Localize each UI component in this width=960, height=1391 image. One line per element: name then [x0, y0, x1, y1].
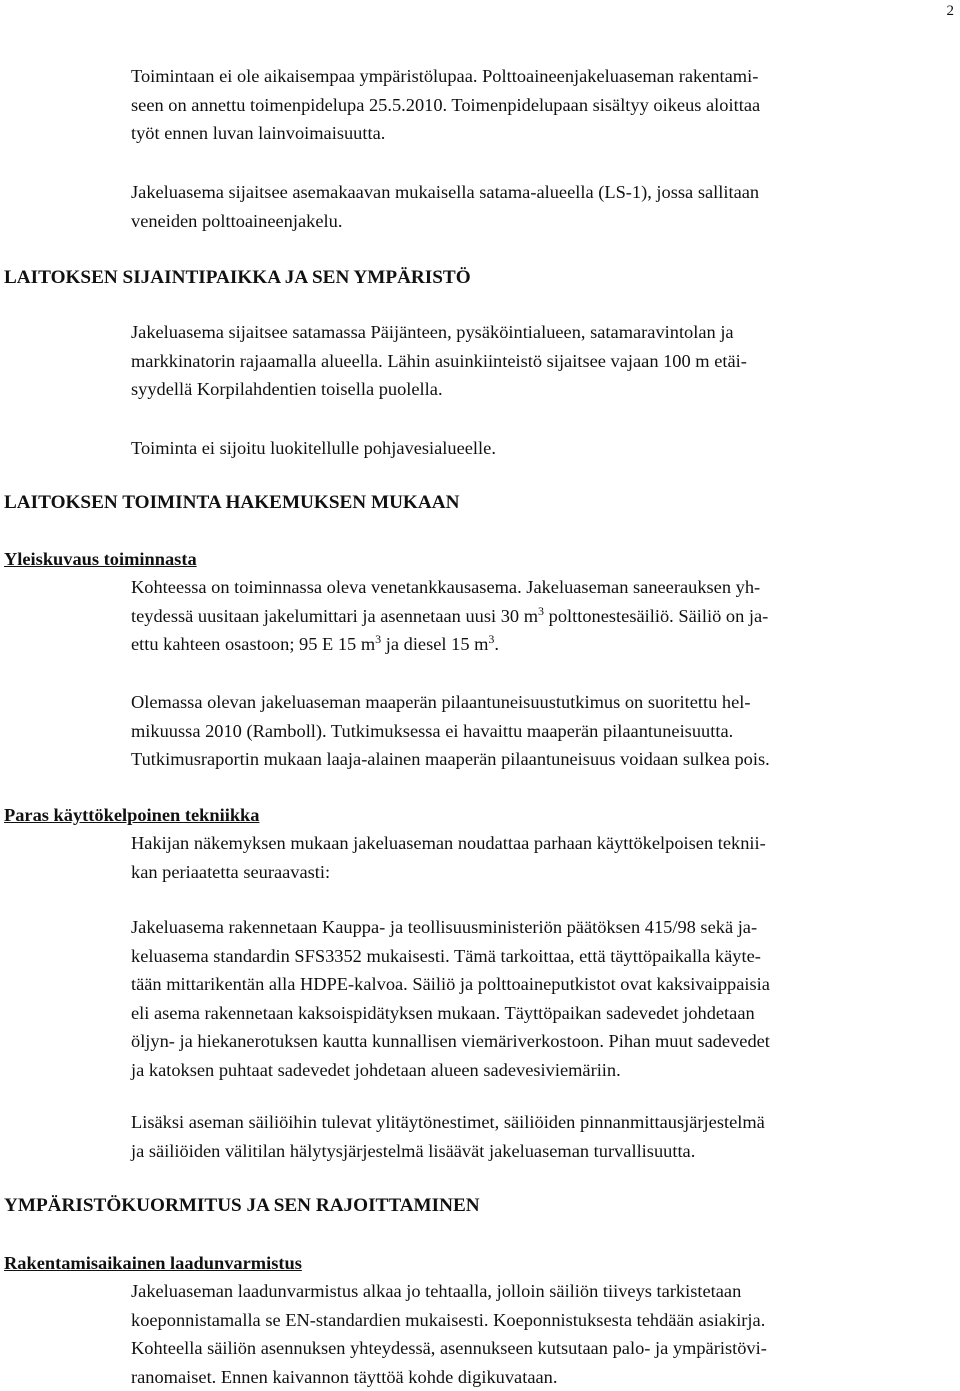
text-line: Jakeluasema sijaitsee satamassa Päijänteen, pysäköintialueen, satamaravintolan ja [131, 318, 747, 347]
text-line: ja säiliöiden välitilan hälytysjärjestelmä lisäävät jakeluaseman turvallisuutta. [131, 1137, 765, 1166]
page-number: 2 [947, 3, 955, 20]
paragraph-location [131, 318, 747, 404]
text-line: Olemassa olevan jakeluaseman maaperän pilaantuneisuustutkimus on suoritettu hel- [131, 688, 770, 717]
paragraph-bat-intro [131, 829, 766, 886]
text-line: Toimintaan ei ole aikaisempaa ympäristölupaa. Polttoaineenjakeluaseman rakentami- [131, 62, 760, 91]
paragraph-overview [131, 573, 768, 659]
heading-location: LAITOKSEN SIJAINTIPAIKKA JA SEN YMPÄRISTÖ [4, 264, 471, 293]
text-line: seen on annettu toimenpidelupa 25.5.2010. Toimenpidelupaan sisältyy oikeus aloittaa [131, 91, 760, 120]
paragraph-quality-assurance [131, 1277, 767, 1391]
text-line: Tutkimusraportin mukaan laaja-alainen maaperän pilaantuneisuus voidaan sulkea pois. [131, 745, 770, 774]
text-line: eli asema rakennetaan kaksoispidätyksen mukaan. Täyttöpaikan sadevedet johdetaan [131, 999, 770, 1028]
text-line: kan periaatetta seuraavasti: [131, 858, 766, 887]
text-line: veneiden polttoaineenjakelu. [131, 207, 759, 236]
text-line: öljyn- ja hiekanerotuksen kautta kunnallisen viemäriverkostoon. Pihan muut sadevedet [131, 1027, 770, 1056]
text-line: ranomaiset. Ennen kaivannon täyttöä kohde digikuvataan. [131, 1363, 767, 1391]
paragraph-groundwater: Toiminta ei sijoitu luokitellulle pohjavesialueelle. [131, 434, 496, 463]
text-line: Jakeluasema sijaitsee asemakaavan mukaisella satama-alueella (LS-1), jossa sallitaan [131, 178, 759, 207]
subheading-overview: Yleiskuvaus toiminnasta [4, 545, 197, 574]
text-line: Jakeluaseman laadunvarmistus alkaa jo tehtaalla, jolloin säiliön tiiveys tarkistetaan [131, 1277, 767, 1306]
text-line: teydessä uusitaan jakelumittari ja asennetaan uusi 30 $m^3$ polttonestesäiliö. Säiliö on ja- [131, 602, 768, 631]
text-line: Lisäksi aseman säiliöihin tulevat ylitäytönestimet, säiliöiden pinnanmittausjärjestelmä [131, 1108, 765, 1137]
paragraph-bat-details [131, 913, 770, 1084]
text-line: syydellä Korpilahdentien toisella puolella. [131, 375, 747, 404]
subheading-bat: Paras käyttökelpoinen tekniikka [4, 801, 259, 830]
text-line: ettu kahteen osastoon; 95 E 15 $m^3$ ja diesel 15 $m^3$. [131, 630, 768, 659]
text-line: koeponnistamalla se EN-standardien mukaisesti. Koeponnistuksesta tehdään asiakirja. [131, 1306, 767, 1335]
text-line: tään mittarikentän alla HDPE-kalvoa. Säiliö ja polttoaineputkistot ovat kaksivaippaisia [131, 970, 770, 999]
heading-environment-load: YMPÄRISTÖKUORMITUS JA SEN RAJOITTAMINEN [4, 1192, 480, 1221]
text-line: mikuussa 2010 (Ramboll). Tutkimuksessa ei havaittu maaperän pilaantuneisuutta. [131, 717, 770, 746]
text-line: markkinatorin rajaamalla alueella. Lähin asuinkiinteistö sijaitsee vajaan 100 m etäi- [131, 347, 747, 376]
text-line: Kohteessa on toiminnassa oleva venetankkausasema. Jakeluaseman saneerauksen yh- [131, 573, 768, 602]
paragraph-safety [131, 1108, 765, 1165]
text-line: Kohteella säiliön asennuksen yhteydessä, asennukseen kutsutaan palo- ja ympäristövi- [131, 1334, 767, 1363]
text-line: keluasema standardin SFS3352 mukaisesti. Tämä tarkoittaa, että täyttöpaikalla käyte- [131, 942, 770, 971]
paragraph-zoning [131, 178, 759, 235]
heading-operation: LAITOKSEN TOIMINTA HAKEMUKSEN MUKAAN [4, 489, 459, 518]
text-line: Hakijan näkemyksen mukaan jakeluaseman noudattaa parhaan käyttökelpoisen teknii- [131, 829, 766, 858]
text-line: ja katoksen puhtaat sadevedet johdetaan alueen sadevesiviemäriin. [131, 1056, 770, 1085]
paragraph-previous-permit [131, 62, 760, 148]
subheading-quality-assurance: Rakentamisaikainen laadunvarmistus [4, 1249, 302, 1278]
paragraph-soil-study [131, 688, 770, 774]
text-line: Jakeluasema rakennetaan Kauppa- ja teollisuusministeriön päätöksen 415/98 sekä ja- [131, 913, 770, 942]
text-line: työt ennen luvan lainvoimaisuutta. [131, 119, 760, 148]
